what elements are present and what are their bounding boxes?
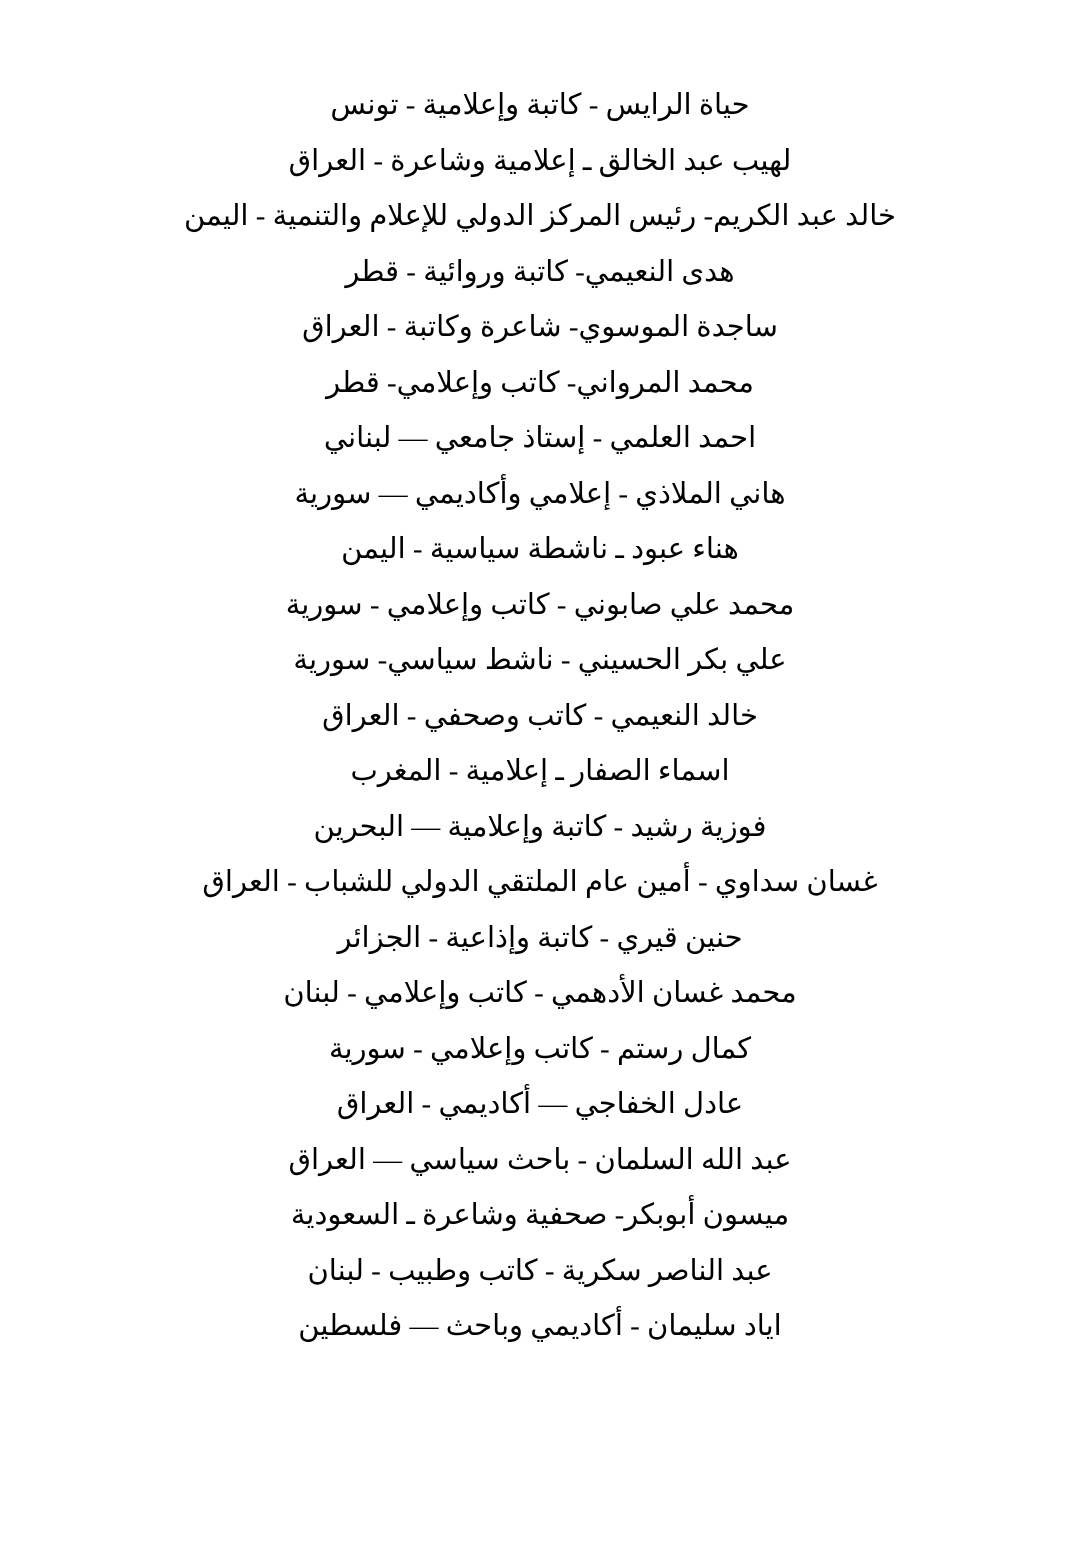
- list-item: خالد عبد الكريم- رئيس المركز الدولي للإعلام والتنمية - اليمن: [184, 200, 896, 232]
- list-item: غسان سداوي - أمين عام الملتقي الدولي للشباب - العراق: [202, 866, 878, 898]
- list-item: حنين قيري - كاتبة وإذاعية - الجزائر: [337, 921, 743, 954]
- participants-list: [95, 78, 985, 1355]
- list-item: لهيب عبد الخالق ـ إعلامية وشاعرة - العراق: [288, 144, 792, 177]
- list-item: احمد العلمي - إستاذ جامعي — لبناني: [323, 422, 757, 454]
- list-item: محمد غسان الأدهمي - كاتب وإعلامي - لبنان: [283, 977, 797, 1009]
- list-item: اسماء الصفار ـ إعلامية - المغرب: [350, 755, 730, 787]
- list-item: كمال رستم - كاتب وإعلامي - سورية: [328, 1032, 752, 1065]
- list-item: اياد سليمان - أكاديمي وباحث — فلسطين: [298, 1310, 782, 1342]
- list-item: فوزية رشيد - كاتبة وإعلامية — البحرين: [313, 810, 767, 843]
- list-item: ساجدة الموسوي- شاعرة وكاتبة - العراق: [302, 311, 778, 343]
- list-item: محمد المرواني- كاتب وإعلامي- قطر: [326, 366, 754, 399]
- list-item: محمد علي صابوني - كاتب وإعلامي - سورية: [285, 588, 795, 621]
- list-item: عبد الله السلمان - باحث سياسي — العراق: [288, 1143, 792, 1176]
- list-item: عبد الناصر سكرية - كاتب وطبيب - لبنان: [307, 1254, 773, 1287]
- list-item: هدى النعيمي- كاتبة وروائية - قطر: [345, 255, 735, 288]
- list-item: هاني الملاذي - إعلامي وأكاديمي — سورية: [294, 477, 786, 510]
- list-item: عادل الخفاجي — أكاديمي - العراق: [336, 1088, 744, 1120]
- list-item: ميسون أبوبكر- صحفية وشاعرة ـ السعودية: [290, 1199, 790, 1231]
- list-item: علي بكر الحسيني - ناشط سياسي- سورية: [293, 644, 787, 676]
- list-item: حياة الرايس - كاتبة وإعلامية - تونس: [330, 89, 750, 121]
- list-item: خالد النعيمي - كاتب وصحفي - العراق: [322, 699, 758, 732]
- list-item: هناء عبود ـ ناشطة سياسية - اليمن: [341, 533, 739, 565]
